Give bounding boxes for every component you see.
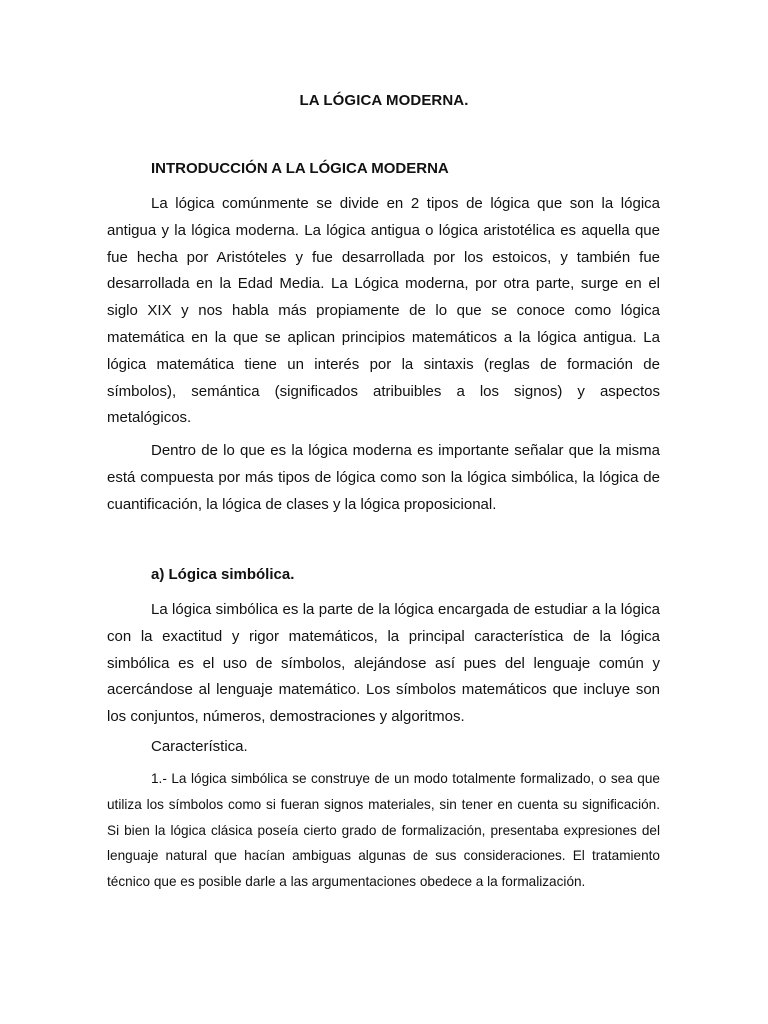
document-title: LA LÓGICA MODERNA. xyxy=(299,92,469,109)
paragraph-caracteristica-1: 1.- La lógica simbólica se construye de un modo totalmente formalizado, o sea que utiliza los símbolos como si fueran signos materiales, sin tener en cuenta su significación. Si bien la lógica clásica poseía cierto grado de formalización, presentaba expresiones del lenguaje natural que hacían ambiguas algunas de sus consideraciones. El tratamiento técnico que es posible darle a las argumentaciones obedece a la formalización. xyxy=(107,771,660,890)
section-heading-logica-simbolica: a) Lógica simbólica. xyxy=(151,566,295,583)
subheading-caracteristica: Característica. xyxy=(151,738,248,755)
paragraph-logica-simbolica: La lógica simbólica es la parte de la lógica encargada de estudiar a la lógica con la exactitud y rigor matemáticos, la principal característica de la lógica simbólica es el uso de símbolos, alejándose así pues del lenguaje común y acercándose al lenguaje matemático. Los símbolos matemáticos que incluye son los conjuntos, números, demostraciones y algoritmos. xyxy=(107,601,660,726)
paragraph-intro-2: Dentro de lo que es la lógica moderna es importante señalar que la misma está compuesta por más tipos de lógica como son la lógica simbólica, la lógica de cuantificación, la lógica de clases y la lógica proposicional. xyxy=(107,442,660,513)
section-heading-introduccion: INTRODUCCIÓN A LA LÓGICA MODERNA xyxy=(151,160,449,177)
paragraph-intro-1: La lógica comúnmente se divide en 2 tipos de lógica que son la lógica antigua y la lógica moderna. La lógica antigua o lógica aristotélica es aquella que fue hecha por Aristóteles y fue desarrollada por los estoicos, y también fue desarrollada en la Edad Media. La Lógica moderna, por otra parte, surge en el siglo XIX y nos habla más propiamente de lo que se conoce como lógica matemática en la que se aplican principios matemáticos a la lógica antigua. La lógica matemática tiene un interés por la sintaxis (reglas de formación de símbolos), semántica (significados atribuibles a los signos) y aspectos metalógicos. xyxy=(107,195,660,427)
